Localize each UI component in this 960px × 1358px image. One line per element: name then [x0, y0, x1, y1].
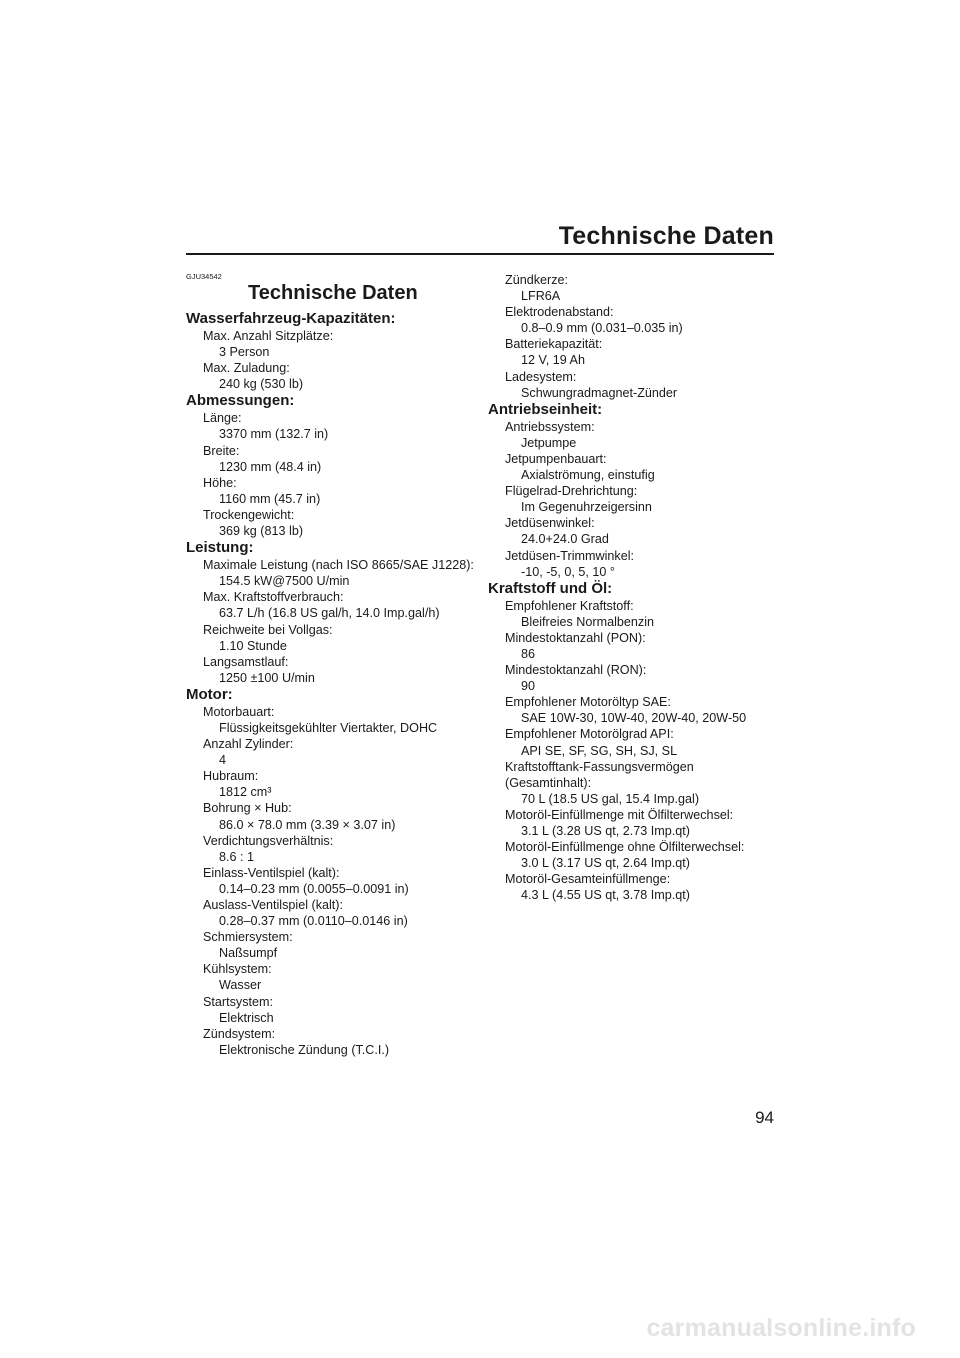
spec-item	[186, 622, 486, 654]
spec-item	[186, 994, 486, 1026]
spec-item	[488, 726, 778, 758]
spec-item	[186, 654, 486, 686]
spec-item	[186, 507, 486, 539]
spec-value: 4.3 L (4.55 US qt, 3.78 Imp.qt)	[521, 888, 690, 903]
spec-value: Wasser	[219, 978, 262, 993]
spec-item	[186, 897, 486, 929]
spec-label: Antriebssystem:	[505, 419, 595, 434]
spec-value: Naßsumpf	[219, 946, 278, 961]
group-title: Leistung:	[186, 539, 254, 557]
spec-value: LFR6A	[521, 289, 561, 304]
spec-label: Trockengewicht:	[203, 507, 295, 522]
spec-label: Max. Zuladung:	[203, 361, 290, 376]
spec-item	[488, 369, 778, 401]
spec-label: Flügelrad-Drehrichtung:	[505, 484, 638, 499]
spec-item	[488, 759, 778, 807]
spec-item	[186, 360, 486, 392]
spec-value: Bleifreies Normalbenzin	[521, 614, 654, 629]
spec-value: 3 Person	[219, 345, 270, 360]
spec-item	[186, 961, 486, 993]
spec-value: 1250 ±100 U/min	[219, 670, 315, 685]
spec-label: Batteriekapazität:	[505, 337, 603, 352]
header-divider	[186, 253, 774, 255]
spec-group	[186, 392, 486, 539]
spec-value: 70 L (18.5 US gal, 15.4 Imp.gal)	[521, 791, 700, 806]
spec-item	[488, 272, 778, 304]
spec-value: 3370 mm (132.7 in)	[219, 427, 329, 442]
spec-value: Elektronische Zündung (T.C.I.)	[219, 1042, 390, 1057]
spec-item	[488, 694, 778, 726]
right-column	[488, 272, 778, 903]
spec-label: Mindestoktanzahl (PON):	[505, 630, 646, 645]
spec-value: 8.6 : 1	[219, 849, 255, 864]
spec-value: Schwungradmagnet-Zünder	[521, 385, 678, 400]
spec-item	[186, 865, 486, 897]
page-number: 94	[755, 1108, 774, 1127]
spec-item	[186, 443, 486, 475]
spec-label: Empfohlener Kraftstoff:	[505, 598, 634, 613]
spec-value: Flüssigkeitsgekühlter Viertakter, DOHC	[219, 720, 438, 735]
spec-group	[186, 686, 486, 1058]
spec-value: 63.7 L/h (16.8 US gal/h, 14.0 Imp.gal/h)	[219, 606, 440, 621]
spec-value: 90	[521, 679, 536, 694]
spec-label: Kraftstofftank-Fassungsvermögen (Gesamtinhalt):	[505, 759, 694, 790]
spec-item	[186, 328, 486, 360]
spec-label: Auslass-Ventilspiel (kalt):	[203, 898, 343, 912]
spec-value: 86.0 × 78.0 mm (3.39 × 3.07 in)	[219, 817, 396, 832]
spec-label: Breite:	[203, 443, 240, 458]
spec-value: 240 kg (530 lb)	[219, 377, 304, 392]
spec-label: Jetdüsen-Trimmwinkel:	[505, 548, 634, 563]
spec-label: Motorbauart:	[203, 704, 275, 719]
spec-item	[186, 768, 486, 800]
spec-value: 369 kg (813 lb)	[219, 524, 304, 539]
spec-label: Reichweite bei Vollgas:	[203, 622, 333, 637]
spec-value: 0.14–0.23 mm (0.0055–0.0091 in)	[219, 881, 409, 896]
spec-item	[186, 800, 486, 832]
spec-item	[488, 871, 778, 903]
spec-label: Zündkerze:	[505, 273, 568, 287]
spec-item	[488, 630, 778, 662]
spec-item	[186, 736, 486, 768]
spec-item	[488, 483, 778, 515]
spec-label: Max. Anzahl Sitzplätze:	[203, 329, 334, 343]
spec-value: 4	[219, 753, 227, 768]
spec-label: Motoröl-Einfüllmenge ohne Ölfilterwechsel:	[505, 840, 745, 855]
spec-item	[186, 833, 486, 865]
spec-item	[488, 839, 778, 871]
spec-label: Max. Kraftstoffverbrauch:	[203, 590, 344, 605]
spec-item	[186, 557, 486, 589]
spec-value: API SE, SF, SG, SH, SJ, SL	[521, 743, 678, 758]
spec-label: Bohrung × Hub:	[203, 801, 292, 816]
spec-item	[488, 662, 778, 694]
group-title: Abmessungen:	[186, 392, 295, 410]
spec-group	[186, 310, 486, 392]
left-column	[186, 272, 486, 1058]
spec-value: 86	[521, 646, 536, 661]
spec-item	[186, 475, 486, 507]
spec-label: Hubraum:	[203, 769, 259, 784]
spec-group	[488, 580, 778, 904]
spec-item	[186, 704, 486, 736]
spec-value: 3.0 L (3.17 US qt, 2.64 Imp.qt)	[521, 856, 690, 871]
spec-item	[186, 410, 486, 442]
spec-item	[488, 336, 778, 368]
spec-group	[488, 401, 778, 580]
spec-value: Axialströmung, einstufig	[521, 468, 655, 483]
spec-item	[488, 598, 778, 630]
spec-label: Kühlsystem:	[203, 962, 272, 977]
spec-item	[186, 929, 486, 961]
right-spec-groups	[488, 401, 778, 904]
spec-label: Maximale Leistung (nach ISO 8665/SAE J1228):	[203, 558, 474, 573]
spec-label: Startsystem:	[203, 994, 273, 1009]
spec-item	[488, 451, 778, 483]
spec-value: 154.5 kW@7500 U/min	[219, 574, 350, 589]
left-spec-groups	[186, 310, 486, 1058]
right-lead-items	[488, 272, 778, 401]
spec-label: Mindestoktanzahl (RON):	[505, 663, 647, 678]
spec-item	[186, 1026, 486, 1058]
spec-value: 1.10 Stunde	[219, 638, 287, 653]
spec-label: Schmiersystem:	[203, 930, 293, 945]
spec-value: 0.8–0.9 mm (0.031–0.035 in)	[521, 321, 683, 336]
group-title: Motor:	[186, 685, 233, 703]
spec-label: Verdichtungsverhältnis:	[203, 833, 334, 848]
spec-value: SAE 10W-30, 10W-40, 20W-40, 20W-50	[521, 711, 747, 726]
spec-item	[488, 515, 778, 547]
spec-label: Empfohlener Motorölgrad API:	[505, 727, 674, 742]
spec-label: Anzahl Zylinder:	[203, 737, 294, 752]
spec-value: 3.1 L (3.28 US qt, 2.73 Imp.qt)	[521, 824, 690, 838]
spec-label: Länge:	[203, 411, 242, 426]
spec-label: Motoröl-Einfüllmenge mit Ölfilterwechsel:	[505, 807, 734, 822]
spec-item	[488, 807, 778, 839]
spec-value: 12 V, 19 Ah	[521, 353, 585, 368]
spec-value: -10, -5, 0, 5, 10 °	[521, 564, 615, 579]
spec-item	[488, 304, 778, 336]
spec-label: Ladesystem:	[505, 369, 577, 384]
spec-item	[186, 589, 486, 621]
group-title: Kraftstoff und Öl:	[488, 579, 613, 597]
spec-label: Jetdüsenwinkel:	[505, 516, 595, 531]
spec-label: Einlass-Ventilspiel (kalt):	[203, 865, 340, 880]
spec-label: Motoröl-Gesamteinfüllmenge:	[505, 872, 671, 887]
spec-value: Jetpumpe	[521, 435, 577, 450]
page-header-title: Technische Daten	[558, 222, 774, 250]
spec-group	[186, 539, 486, 686]
spec-value: 1812 cm³	[219, 785, 272, 800]
spec-value: 0.28–0.37 mm (0.0110–0.0146 in)	[219, 914, 408, 929]
spec-item	[488, 419, 778, 451]
section-title: Technische Daten	[248, 282, 418, 304]
group-title: Antriebseinheit:	[488, 400, 603, 418]
site-watermark: carmanualsonline.info	[646, 1314, 916, 1342]
spec-label: Empfohlener Motoröltyp SAE:	[505, 695, 671, 710]
spec-value: 1230 mm (48.4 in)	[219, 459, 322, 474]
group-title: Wasserfahrzeug-Kapazitäten:	[186, 310, 396, 327]
spec-label: Jetpumpenbauart:	[505, 451, 607, 466]
spec-label: Zündsystem:	[203, 1026, 276, 1041]
spec-value: 1160 mm (45.7 in)	[219, 491, 321, 506]
spec-item	[488, 548, 778, 580]
spec-label: Langsamstlauf:	[203, 654, 289, 669]
spec-label: Elektrodenabstand:	[505, 305, 614, 320]
spec-label: Höhe:	[203, 475, 237, 490]
spec-value: Elektrisch	[219, 1010, 274, 1025]
spec-value: Im Gegenuhrzeigersinn	[521, 500, 652, 515]
spec-value: 24.0+24.0 Grad	[521, 532, 609, 547]
document-code: GJU34542	[186, 272, 222, 281]
